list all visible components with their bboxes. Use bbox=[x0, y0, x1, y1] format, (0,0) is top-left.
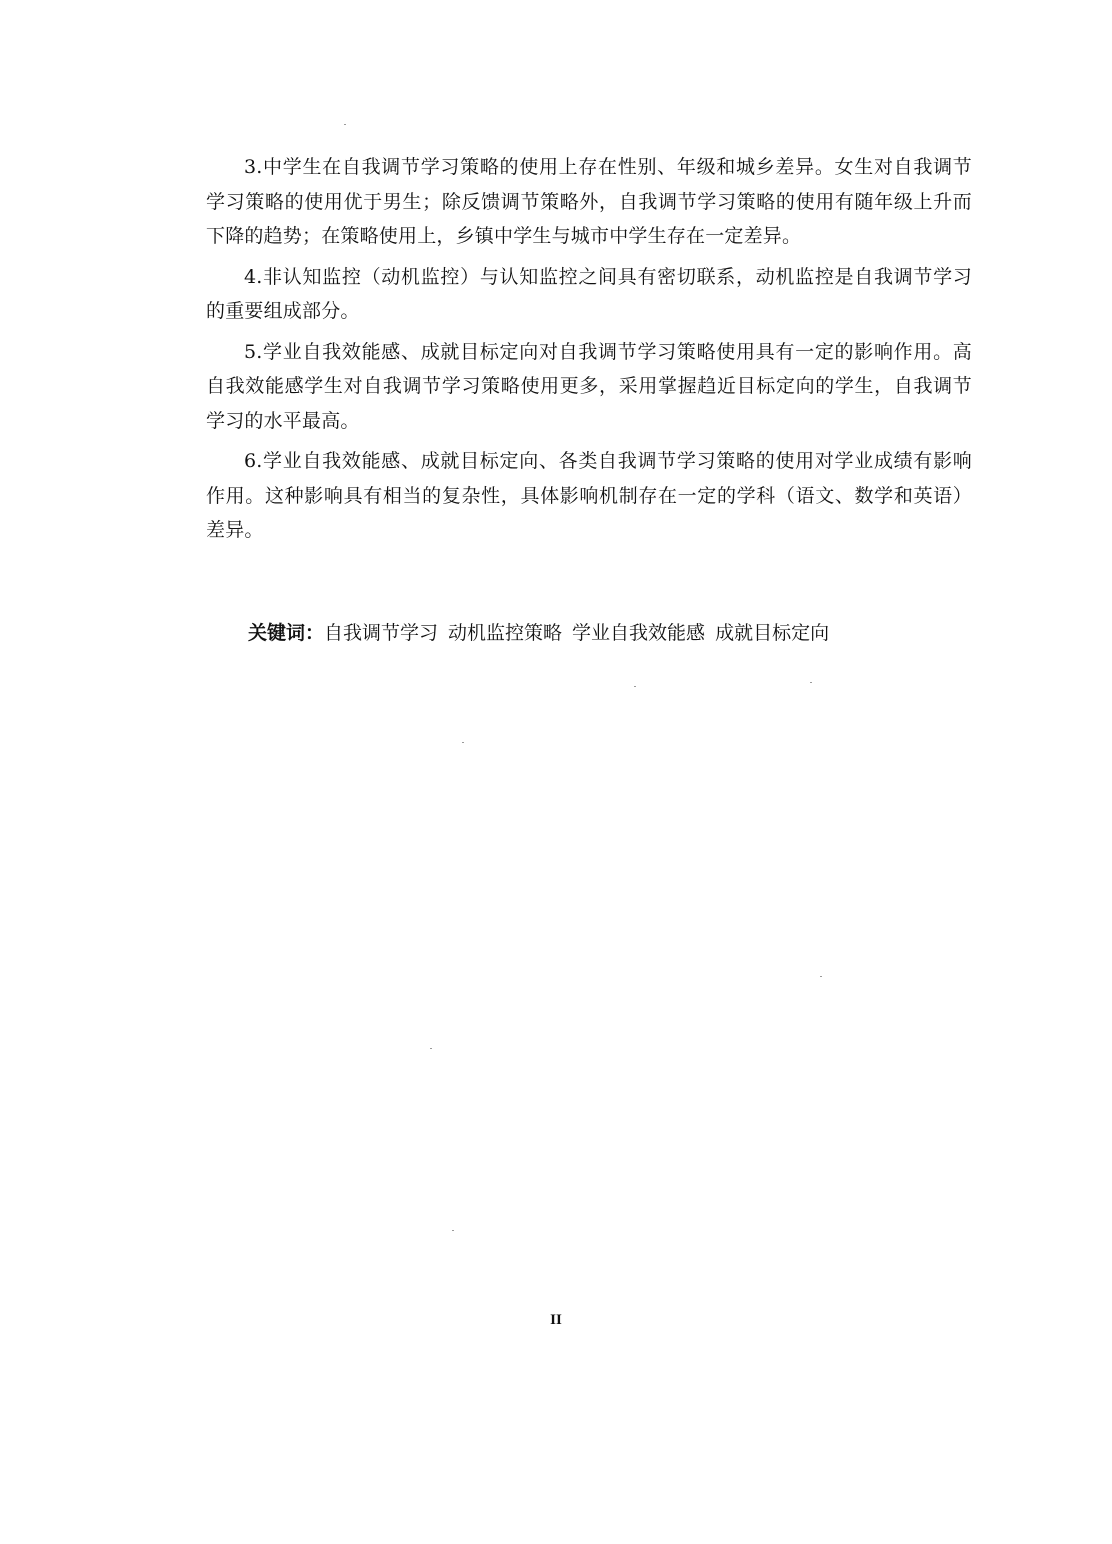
keywords-label: 关键词： bbox=[248, 622, 325, 644]
keywords-line bbox=[248, 616, 839, 650]
scan-speck bbox=[344, 124, 346, 125]
scan-speck bbox=[810, 682, 812, 683]
body-text bbox=[206, 150, 972, 554]
scan-speck bbox=[820, 976, 822, 977]
keyword-item: 成就目标定向 bbox=[715, 622, 830, 644]
keyword-item: 自我调节学习 bbox=[324, 622, 439, 644]
conclusion-paragraph-6: 6.学业自我效能感、成就目标定向、各类自我调节学习策略的使用对学业成绩有影响作用。这种影响具有相当的复杂性，具体影响机制存在一定的学科（语文、数学和英语）差异。 bbox=[206, 450, 972, 541]
conclusion-paragraph-4: 4.非认知监控（动机监控）与认知监控之间具有密切联系，动机监控是自我调节学习的重要组成部分。 bbox=[206, 265, 972, 322]
scan-speck bbox=[462, 742, 464, 743]
keyword-item: 学业自我效能感 bbox=[572, 622, 706, 644]
conclusion-paragraph-3: 3.中学生在自我调节学习策略的使用上存在性别、年级和城乡差异。女生对自我调节学习策略的使用优于男生；除反馈调节策略外，自我调节学习策略的使用有随年级上升而下降的趋势；在策略使用上，乡镇中学生与城市中学生存在一定差异。 bbox=[206, 156, 972, 247]
conclusion-paragraph-5: 5.学业自我效能感、成就目标定向对自我调节学习策略使用具有一定的影响作用。高自我效能感学生对自我调节学习策略使用更多，采用掌握趋近目标定向的学生，自我调节学习的水平最高。 bbox=[206, 340, 972, 432]
scan-speck bbox=[430, 1048, 432, 1049]
keyword-item: 动机监控策略 bbox=[448, 622, 563, 644]
page-number: II bbox=[550, 1312, 562, 1328]
scan-speck bbox=[634, 686, 636, 687]
scan-speck bbox=[452, 1230, 454, 1231]
